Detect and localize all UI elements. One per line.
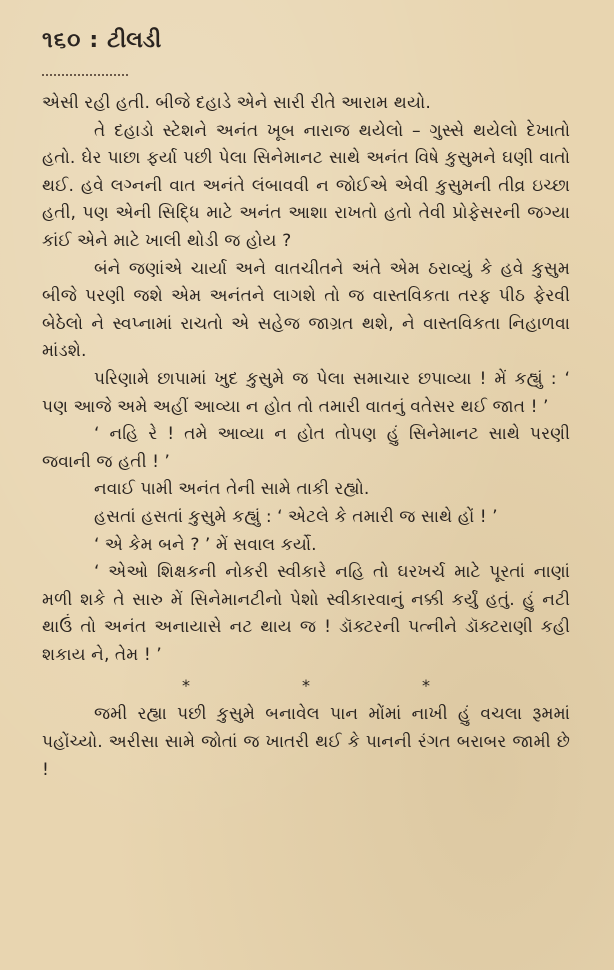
body-text xyxy=(42,90,570,669)
paragraph: બંને જણાંએ ચાર્યા અને વાતચીતને અંતે એમ ઠરાવ્યું કે હવે કુસુમ બીજે પરણી જશે એમ અનંતને લાગશે તો જ વાસ્તવિકતા તરફ પીઠ ફેરવી બેઠેલો ને સ્વપ્નામાં રાચતો એ સહેજ જાગ્રત થશે, ને વાસ્તવિકતા નિહાળવા માંડશે. xyxy=(42,258,570,362)
paragraph: હસતાં હસતાં કુસુમે કહ્યું : ‘ એટલે કે તમારી જ સાથે હોં ! ’ xyxy=(94,506,498,527)
section-break xyxy=(126,675,486,697)
paragraph: ‘ નહિ રે ! તમે આવ્યા ન હોત તોપણ હું સિનેમાનટ સાથે પરણી જવાની જ હતી ! ’ xyxy=(42,424,570,472)
paragraph: ‘ એઓ શિક્ષકની નોકરી સ્વીકારે નહિ તો ઘરખર્ચ માટે પૂરતાં નાણાં મળી શકે તે સારુ મેં સિનેમાનટીનો પેશો સ્વીકારવાનું નક્કી કર્યું હતું. હું નટી થાઉં તો અનંત અનાયાસે નટ થાય જ ! ડૉક્ટરની પત્નીને ડૉક્ટરાણી કહી શકાય ને, તેમ ! ’ xyxy=(42,562,570,665)
header-separator: : xyxy=(89,28,100,53)
section-break-star: * xyxy=(182,676,190,696)
paragraph: નવાઈ પામી અનંત તેની સામે તાકી રહ્યો. xyxy=(94,479,370,500)
running-title: ટીલડી xyxy=(107,28,162,53)
paragraph: પરિણામે છાપામાં ખુદ કુસુમે જ પેલા સમાચાર છપાવ્યા ! મેં કહ્યું : ‘ પણ આજે અમે અહીં આવ્યા ન હોત તો તમારી વાતનું વતેસર થઈ જાત ! ’ xyxy=(42,368,570,417)
closing-paragraph: જમી રહ્યા પછી કુસુમે બનાવેલ પાન મોંમાં નાખી હું વચલા રૂમમાં પહોંચ્યો. અરીસા સામે જોતાં જ ખાતરી થઈ કે પાનની રંગત બરાબર જામી છે ! xyxy=(42,704,570,780)
section-break-star: * xyxy=(422,676,430,696)
section-break-star: * xyxy=(302,676,310,696)
header-ornament xyxy=(42,70,128,76)
page-header xyxy=(42,28,570,68)
paragraph: તે દહાડો સ્ટેશને અનંત ખૂબ નારાજ થયેલો – ગુસ્સે થયેલો દેખાતો હતો. ઘેર પાછા ફર્યા પછી પેલા સિનેમાનટ સાથે અનંત વિષે કુસુમને ઘણી વાતો થઈ. હવે લગ્નની વાત અનંતે લંબાવવી ન જોઈએ એવી કુસુમની તીવ્ર ઇચ્છા હતી, પણ એની સિદ્ધિ માટે અનંત આશા રાખતો હતો તેવી પ્રોફેસરની જગ્યા કાંઈ એને માટે ખાલી થોડી જ હોય ? xyxy=(42,120,570,251)
paragraph: એસી રહી હતી. બીજે દહાડે એને સારી રીતે આરામ થયો. xyxy=(42,93,431,113)
paragraph: ‘ એ કેમ બને ? ’ મેં સવાલ કર્યો. xyxy=(94,534,317,555)
page-number: ૧૬૦ xyxy=(42,28,82,53)
